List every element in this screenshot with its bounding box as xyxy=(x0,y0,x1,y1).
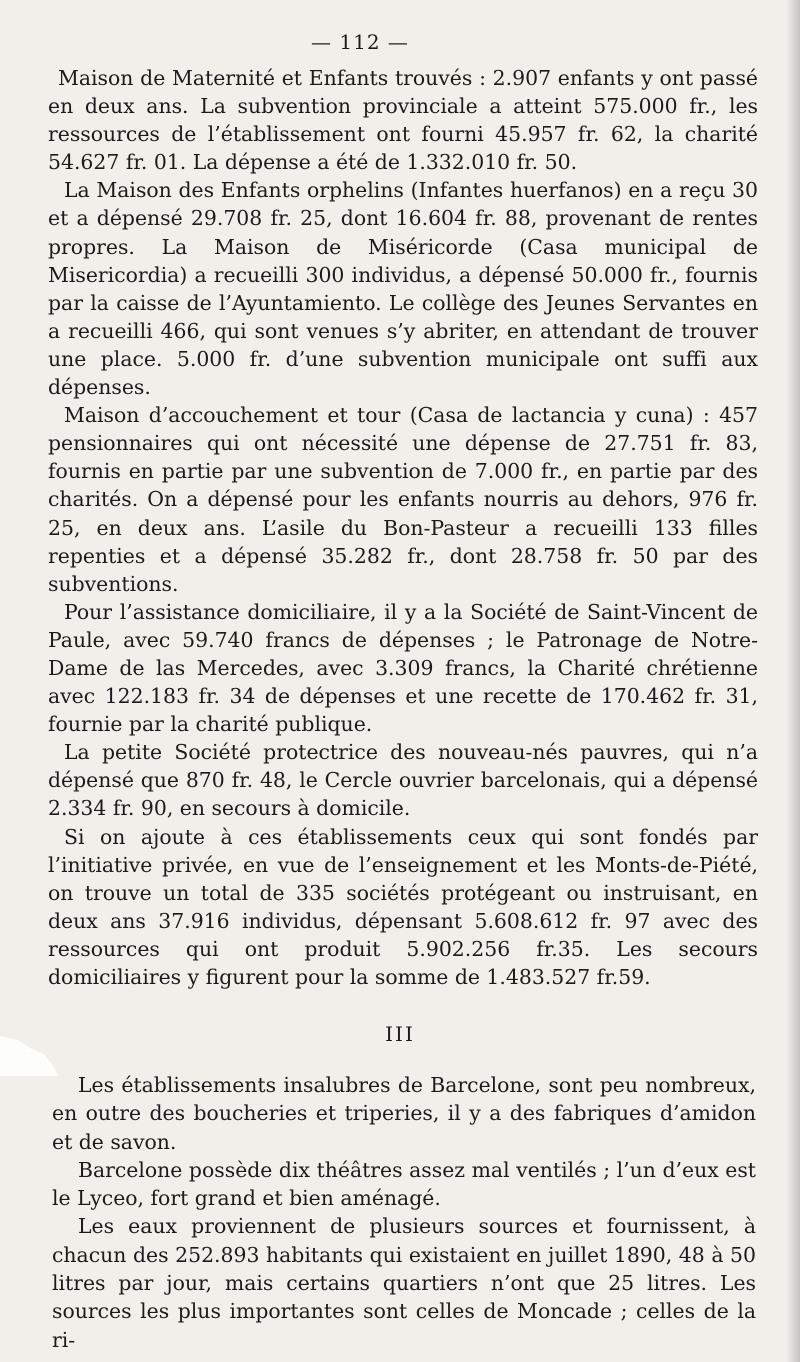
page-edge-shadow xyxy=(786,0,800,1362)
paragraph-total-societes: Si on ajoute à ces établissements ceux qui sont fondés par l’initiative privée, en vue de l’enseignement et les Monts-de-Piété, on trouve un total de 335 sociétés protégeant ou instruisant, en deux ans 37.916 individus, dépensant 5.608.612 fr. 97 avec des ressources qui ont produit 5.902.256 fr.35. Les secours domiciliaires y figurent pour la somme de 1.483.527 fr.59. xyxy=(48,824,758,989)
torn-page-edge xyxy=(0,1036,60,1076)
paragraph-etablissements-insalubres: Les établissements insalubres de Barcelone, sont peu nombreux, en outre des boucheries et triperies, il y a des fabriques d’amidon et de savon. xyxy=(52,1073,756,1154)
paragraph-assistance-domiciliaire: Pour l’assistance domiciliaire, il y a la Société de Saint-Vincent de Paule, avec 59.740 francs de dépenses ; le Patronage de Notre-Dame de las Mercedes, avec 3.309 francs, la Charité chrétienne avec 122.183 fr. 34 de dépenses et une recette de 170.462 fr. 31, fournie par la charité publique. xyxy=(48,599,758,737)
paragraph-orphelins: La Maison des Enfants orphelins (Infantes huerfanos) en a reçu 30 et a dépensé 29.708 fr. 25, dont 16.604 fr. 88, provenant de rentes propres. La Maison de Miséricorde (Casa municipal de Misericordia) a recueilli 300 individus, a dépensé 50.000 fr., fournis par la caisse de l’Ayuntamiento. Le collège des Jeunes Servantes en a recueilli 466, qui sont venues s’y abriter, en attendant de trouver une place. 5.000 fr. d’une subvention municipale ont suffi aux dépenses. xyxy=(48,178,758,400)
section-body-text xyxy=(52,1071,756,1354)
paragraph-accouchement: Maison d’accouchement et tour (Casa de lactancia y cuna) : 457 pensionnaires qui ont nécessité une dépense de 27.751 fr. 83, fournis en partie par une subvention de 7.000 fr., en partie par des charités. On a dépensé pour les enfants nourris au dehors, 976 fr. 25, en deux ans. L’asile du Bon-Pasteur a recueilli 133 filles repenties et a dépensé 35.282 fr., dont 28.758 fr. 50 par des subventions. xyxy=(48,403,758,596)
paragraph-eaux: Les eaux proviennent de plusieurs sources et fournissent, à chacun des 252.893 habitants qui existaient en juillet 1890, 48 à 50 litres par jour, mais certains quartiers n’ont que 25 litres. Les sources les plus importantes sont celles de Moncade ; celles de la ri- xyxy=(52,1214,756,1352)
paragraph-maternite: Maison de Maternité et Enfants trouvés : 2.907 enfants y ont passé en deux ans. La subvention provinciale a atteint 575.000 fr., les ressources de l’établissement ont fourni 45.957 fr. 62, la charité 54.627 fr. 01. La dépense a été de 1.332.010 fr. 50. xyxy=(48,66,758,175)
section-heading: III xyxy=(385,1022,415,1046)
paragraph-theatres: Barcelone possède dix théâtres assez mal ventilés ; l’un d’eux est le Lyceo, fort grand et bien aménagé. xyxy=(52,1157,756,1211)
paragraph-societe-protectrice: La petite Société protectrice des nouveau-nés pauvres, qui n’a dépensé que 870 fr. 48, le Cercle ouvrier barcelonais, qui a dépensé 2.334 fr. 90, en secours à domicile. xyxy=(48,740,758,821)
body-text xyxy=(48,64,758,991)
page-number: — 112 — xyxy=(311,30,409,54)
